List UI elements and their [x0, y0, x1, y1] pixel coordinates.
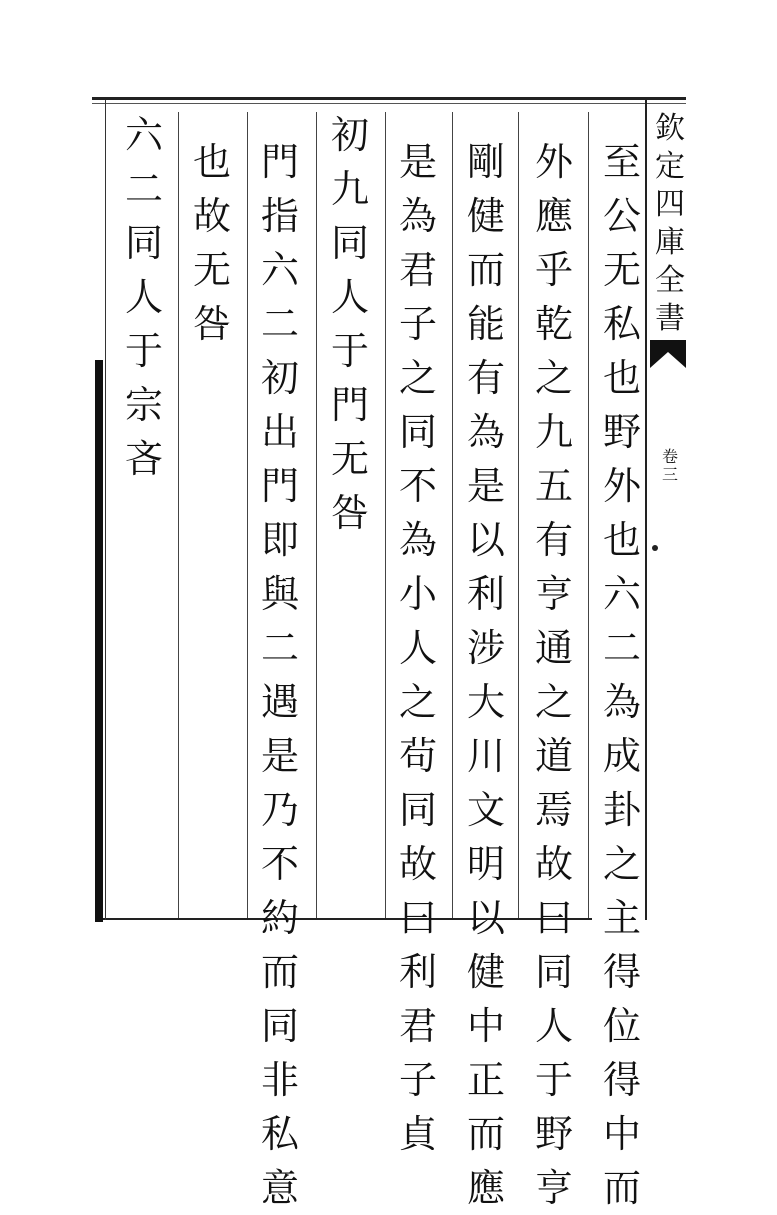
glyph: 乃	[260, 788, 299, 832]
glyph: 利	[466, 572, 505, 616]
glyph: 故	[192, 194, 231, 238]
top-border-inner-rule	[92, 103, 686, 104]
column-separator	[452, 112, 453, 918]
glyph: 人	[124, 275, 163, 319]
glyph: 意	[260, 1166, 299, 1210]
glyph: 而	[602, 1166, 641, 1210]
column-separator	[518, 112, 519, 918]
glyph: 也	[192, 140, 231, 184]
glyph: 以	[466, 896, 505, 940]
glyph: 同	[398, 788, 437, 832]
left-border-bar	[95, 360, 103, 922]
glyph: 乾	[534, 302, 573, 346]
glyph: 有	[534, 518, 573, 562]
glyph: 之	[398, 680, 437, 724]
top-border-rule	[92, 97, 686, 100]
text-column-1	[600, 135, 644, 1215]
column-separator	[316, 112, 317, 918]
glyph: 小	[398, 572, 437, 616]
glyph: 公	[602, 194, 641, 238]
text-column-2	[532, 135, 576, 1215]
text-column-8	[122, 108, 166, 486]
glyph: 卷	[661, 447, 678, 466]
glyph: 而	[466, 1112, 505, 1156]
glyph: 通	[534, 626, 573, 670]
glyph: 无	[330, 437, 369, 481]
glyph: 外	[602, 464, 641, 508]
glyph: 初	[330, 113, 369, 157]
column-separator	[247, 112, 248, 918]
glyph: 野	[602, 410, 641, 454]
glyph: 亨	[534, 1166, 573, 1210]
left-border-rule	[105, 100, 106, 920]
glyph: 六	[260, 248, 299, 292]
glyph: 九	[534, 410, 573, 454]
glyph: 二	[260, 302, 299, 346]
glyph: 大	[466, 680, 505, 724]
text-column-7	[190, 135, 234, 351]
glyph: 健	[466, 950, 505, 994]
glyph: 有	[466, 356, 505, 400]
glyph: 健	[466, 194, 505, 238]
glyph: 同	[398, 410, 437, 454]
glyph: 剛	[466, 140, 505, 184]
glyph: 曰	[534, 896, 573, 940]
glyph: 以	[466, 518, 505, 562]
text-column-4	[396, 135, 440, 1161]
glyph: 初	[260, 356, 299, 400]
glyph: 門	[330, 383, 369, 427]
glyph: 得	[602, 950, 641, 994]
glyph: 曰	[398, 896, 437, 940]
glyph: 于	[330, 329, 369, 373]
glyph: 五	[534, 464, 573, 508]
glyph: 出	[260, 410, 299, 454]
glyph: 不	[260, 842, 299, 886]
glyph: 是	[398, 140, 437, 184]
glyph: 與	[260, 572, 299, 616]
glyph: 子	[398, 302, 437, 346]
glyph: 三	[661, 465, 678, 484]
glyph: 全	[655, 263, 685, 298]
glyph: 門	[260, 140, 299, 184]
glyph: 庫	[655, 225, 685, 260]
glyph: 遇	[260, 680, 299, 724]
glyph: 同	[330, 221, 369, 265]
bottom-border-rule	[100, 918, 592, 920]
glyph: 定	[655, 149, 685, 184]
glyph: 成	[602, 734, 641, 778]
glyph: 文	[466, 788, 505, 832]
glyph: 宗	[124, 383, 163, 427]
glyph: 同	[124, 221, 163, 265]
glyph: 六	[602, 572, 641, 616]
glyph: 二	[260, 626, 299, 670]
glyph: 而	[260, 950, 299, 994]
glyph: 是	[260, 734, 299, 778]
glyph: 之	[602, 842, 641, 886]
glyph: 為	[602, 680, 641, 724]
glyph: 至	[602, 140, 641, 184]
glyph: 是	[466, 464, 505, 508]
glyph: 君	[398, 1004, 437, 1048]
glyph: 无	[192, 248, 231, 292]
glyph: 貞	[398, 1112, 437, 1156]
glyph: 咎	[330, 491, 369, 535]
glyph: 外	[534, 140, 573, 184]
glyph: 川	[466, 734, 505, 778]
glyph: 涉	[466, 626, 505, 670]
glyph: 能	[466, 302, 505, 346]
volume-label	[658, 448, 682, 484]
glyph: 利	[398, 950, 437, 994]
glyph: 也	[602, 518, 641, 562]
text-column-5	[328, 108, 372, 540]
column-separator	[385, 112, 386, 918]
glyph: 非	[260, 1058, 299, 1102]
glyph: 為	[466, 410, 505, 454]
glyph: 中	[466, 1004, 505, 1048]
glyph: 之	[534, 356, 573, 400]
glyph: 六	[124, 113, 163, 157]
glyph: 不	[398, 464, 437, 508]
glyph: 同	[260, 1004, 299, 1048]
glyph: 野	[534, 1112, 573, 1156]
glyph: 道	[534, 734, 573, 778]
fishtail-ornament-icon	[650, 340, 686, 368]
glyph: 位	[602, 1004, 641, 1048]
glyph: 中	[602, 1112, 641, 1156]
column-separator	[178, 112, 179, 918]
glyph: 焉	[534, 788, 573, 832]
glyph: 亨	[534, 572, 573, 616]
glyph: 君	[398, 248, 437, 292]
text-column-6	[258, 135, 302, 1215]
glyph: 而	[466, 248, 505, 292]
glyph: 四	[655, 187, 685, 222]
glyph: 于	[124, 329, 163, 373]
glyph: 故	[534, 842, 573, 886]
glyph: 為	[398, 194, 437, 238]
glyph: 同	[534, 950, 573, 994]
text-column-3	[464, 135, 508, 1215]
glyph: 私	[260, 1112, 299, 1156]
margin-dot	[652, 545, 658, 551]
glyph: 欽	[655, 111, 685, 146]
glyph: 二	[602, 626, 641, 670]
glyph: 人	[534, 1004, 573, 1048]
glyph: 書	[655, 301, 685, 336]
glyph: 即	[260, 518, 299, 562]
glyph: 无	[602, 248, 641, 292]
glyph: 吝	[124, 437, 163, 481]
glyph: 約	[260, 896, 299, 940]
column-separator	[588, 112, 589, 918]
glyph: 人	[330, 275, 369, 319]
right-border-rule	[645, 100, 647, 920]
glyph: 私	[602, 302, 641, 346]
glyph: 人	[398, 626, 437, 670]
glyph: 故	[398, 842, 437, 886]
glyph: 于	[534, 1058, 573, 1102]
glyph: 明	[466, 842, 505, 886]
glyph: 應	[466, 1166, 505, 1210]
margin-title	[652, 110, 688, 338]
glyph: 之	[398, 356, 437, 400]
glyph: 也	[602, 356, 641, 400]
glyph: 之	[534, 680, 573, 724]
glyph: 指	[260, 194, 299, 238]
glyph: 卦	[602, 788, 641, 832]
glyph: 主	[602, 896, 641, 940]
glyph: 為	[398, 518, 437, 562]
glyph: 應	[534, 194, 573, 238]
glyph: 得	[602, 1058, 641, 1102]
glyph: 子	[398, 1058, 437, 1102]
glyph: 門	[260, 464, 299, 508]
glyph: 咎	[192, 302, 231, 346]
glyph: 茍	[398, 734, 437, 778]
glyph: 九	[330, 167, 369, 211]
glyph: 正	[466, 1058, 505, 1102]
glyph: 二	[124, 167, 163, 211]
glyph: 乎	[534, 248, 573, 292]
